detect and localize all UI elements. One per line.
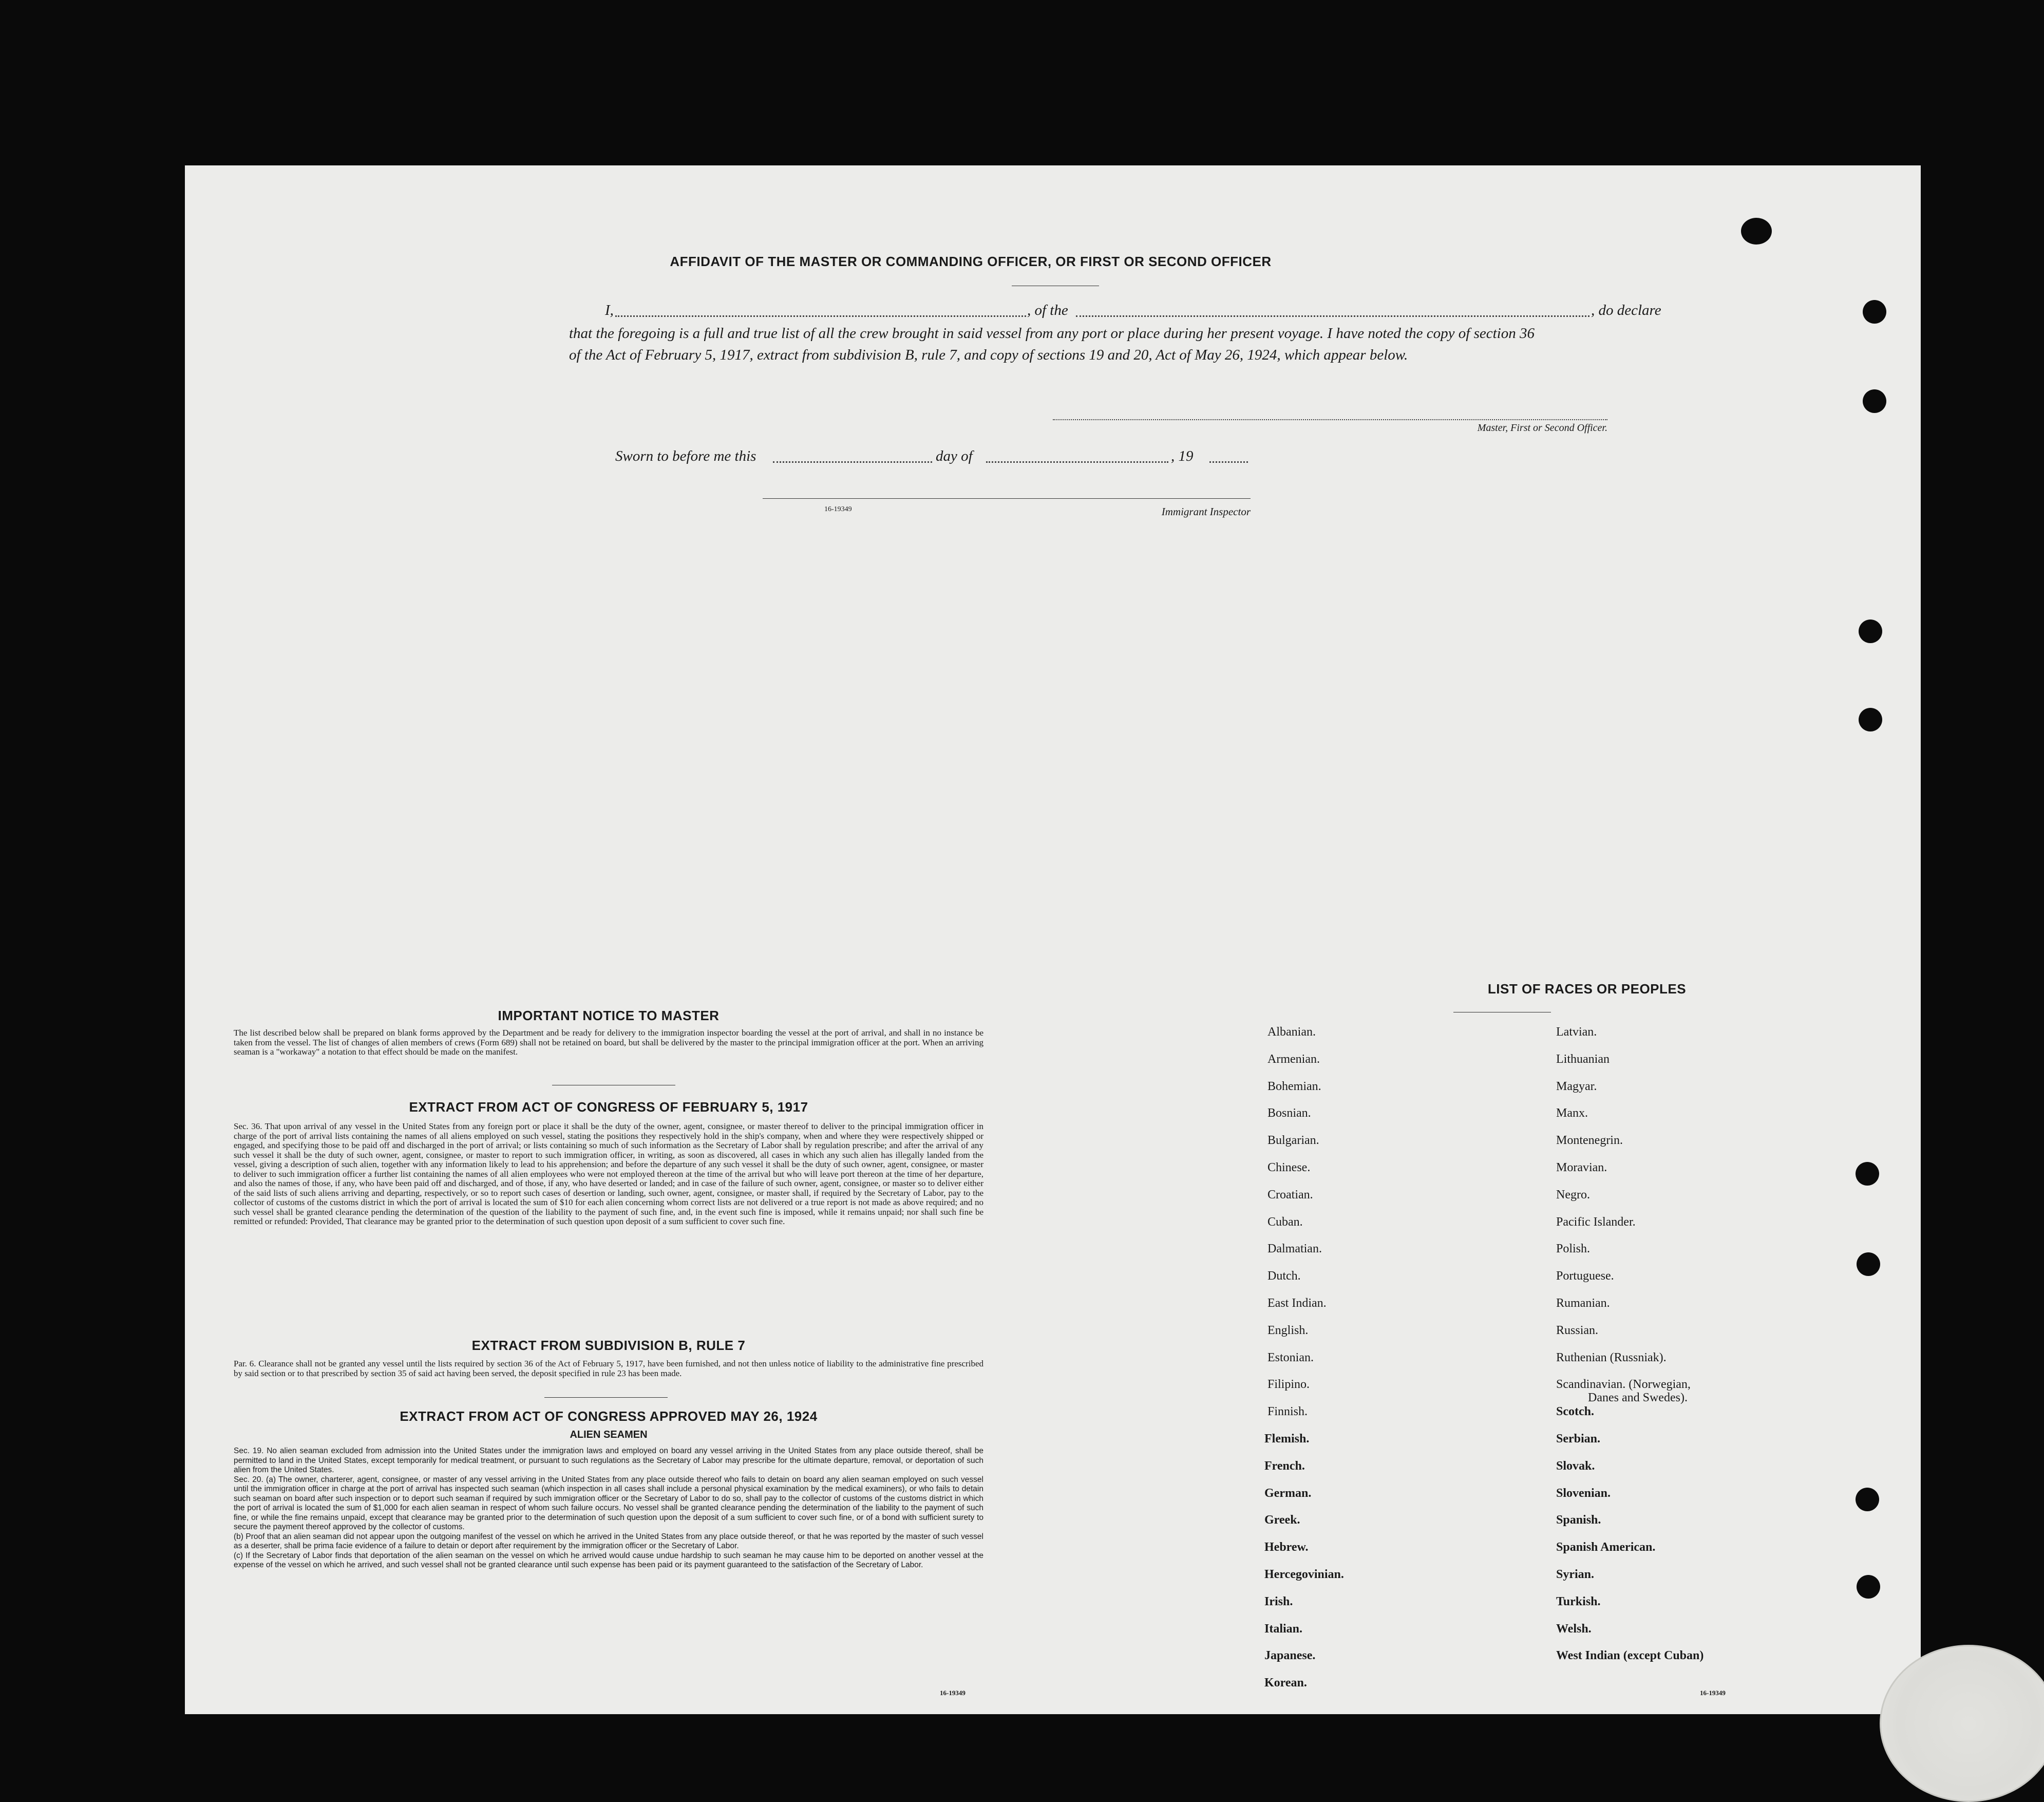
- race-item-left: Armenian.: [1267, 1052, 1320, 1066]
- race-item-right: Negro.: [1556, 1188, 1590, 1202]
- race-item-left: German.: [1264, 1486, 1312, 1500]
- race-item-left: Korean.: [1264, 1676, 1307, 1690]
- name-field-line: [615, 315, 1026, 317]
- affidavit-of-the: , of the: [1027, 302, 1068, 318]
- race-item-left: Irish.: [1264, 1594, 1293, 1608]
- race-item-left: Bohemian.: [1267, 1079, 1321, 1093]
- race-item-right: Lithuanian: [1556, 1052, 1610, 1066]
- sec20b-text: (b) Proof that an alien seaman did not appear upon the outgoing manifest of the vessel on which he arrived in the United States from any place outside thereof, or that he was reported by the master of such vessel as a deserter, shall be prima facie evidence of a failure to detain or deport after requirement by the immigration officer or the Secretary of Labor.: [234, 1532, 983, 1550]
- race-item-left: Dutch.: [1267, 1269, 1301, 1283]
- race-item-left: French.: [1264, 1459, 1305, 1473]
- signature-line: [1053, 419, 1607, 420]
- race-item-right: Ruthenian (Russniak).: [1556, 1350, 1667, 1364]
- binder-hole: [1863, 389, 1886, 413]
- race-item-left: English.: [1267, 1323, 1309, 1337]
- race-item-left: Japanese.: [1264, 1649, 1316, 1663]
- document-page: [185, 165, 1921, 1714]
- extract-1924-subtitle: ALIEN SEAMEN: [570, 1429, 648, 1440]
- sworn-prefix: Sworn to before me this: [615, 448, 756, 464]
- binder-hole: [1859, 620, 1882, 643]
- ink-blot: [1741, 218, 1772, 245]
- binder-hole: [1856, 1488, 1879, 1511]
- race-item-right: Magyar.: [1556, 1079, 1597, 1093]
- extract-1917-text: Sec. 36. That upon arrival of any vessel in the United States from any foreign port or place it shall be the duty of the owner, agent, consignee, or master thereof to deliver to the principal immigration officer in charge of the port of arrival lists containing the names of all aliens employed on such vessel, stating the positions they respectively hold in the ship's company, when and where they were respectively shipped or engaged, and specifying those to be paid off and discharged in the port of arrival; or lists containing so much of such information as the Secretary of Labor shall by regulation prescribe; and after the arrival of any such vessel it shall be the duty of such owner, agent, consignee, or master to report to such immigration officer, in writing, as soon as discovered, all cases in which any such alien has illegally landed from the vessel, giving a description of such alien, together with any information likely to lead to his apprehension; and before the departure of any such vessel it shall be the duty of such owner, agent, consignee, or master to deliver to such immigration officer a further list containing the names of all alien employees who were not employed thereon at the time of the arrival but who will leave port thereon at the time of her departure, and also the names of those, if any, who have been paid off and discharged, and of those, if any, who have deserted or landed; and in case of the failure of such owner, agent, consignee, or master so to deliver either of the said lists of such aliens arriving and departing, respectively, or so to report such cases of desertion or landing, such owner, agent, consignee, or master shall, if required by the Secretary of Labor, pay to the collector of customs of the customs district in which the port of arrival is located the sum of $10 for each alien concerning whom correct lists are not delivered or a true report is not made as above required; and no such vessel shall be granted clearance pending the determination of the question of the liability to the payment of such fine, and, in the event such fine is imposed, while it remains unpaid; nor shall such fine be remitted or refunded: Provided, That clearance may be granted prior to the determination of such question upon deposit of a sum sufficient to cover such fine.: [234, 1121, 983, 1226]
- sworn-year: , 19: [1171, 448, 1194, 464]
- race-item-left: Croatian.: [1267, 1188, 1313, 1202]
- race-item-right: Turkish.: [1556, 1594, 1601, 1608]
- race-item-left: Flemish.: [1264, 1432, 1310, 1446]
- race-item-right: Slovenian.: [1556, 1486, 1611, 1500]
- extract-rule7-text: Par. 6. Clearance shall not be granted any vessel until the lists required by section 36 of the Act of February 5, 1917, have been furnished, and not then unless notice of liability to the administrative fine prescribed by said section or to that prescribed by section 35 of said act having been served, the deposit specified in rule 23 has been made.: [234, 1359, 983, 1378]
- race-item-left: Filipino.: [1267, 1378, 1310, 1392]
- vessel-field-line: [1076, 315, 1589, 317]
- extract-1924-body: [234, 1447, 983, 1570]
- binder-hole: [1857, 1575, 1880, 1599]
- sworn-day-of: day of: [936, 448, 973, 464]
- sworn-day-line: [773, 461, 932, 463]
- race-item-right: Rumanian.: [1556, 1297, 1610, 1310]
- notice-title: IMPORTANT NOTICE TO MASTER: [498, 1008, 720, 1023]
- race-item-left: Dalmatian.: [1267, 1242, 1322, 1256]
- affidavit-title: AFFIDAVIT OF THE MASTER OR COMMANDING OFFICER, OR FIRST OR SECOND OFFICER: [670, 254, 1272, 269]
- race-item-right: Latvian.: [1556, 1025, 1597, 1039]
- affidavit-statement: that the foregoing is a full and true list of all the crew brought in said vessel from any port or place during her present voyage. I have noted the copy of section 36 of the Act of February 5, 1917, extract from subdivision B, rule 7, and copy of sections 19 and 20, Act of May 26, 1924, which appear below.: [569, 325, 1535, 363]
- embossed-seal: [1880, 1645, 2044, 1802]
- extract-1917-title: EXTRACT FROM ACT OF CONGRESS OF FEBRUARY 5, 1917: [409, 1099, 808, 1115]
- race-item-right: Syrian.: [1556, 1568, 1595, 1581]
- inspector-signature-line: [763, 498, 1251, 499]
- sworn-year-line: [1209, 461, 1248, 463]
- affidavit-i: I,: [605, 302, 614, 318]
- extract-1924-title: EXTRACT FROM ACT OF CONGRESS APPROVED MAY 26, 1924: [400, 1409, 818, 1424]
- race-item-right: Portuguese.: [1556, 1269, 1614, 1283]
- race-item-right: Russian.: [1556, 1323, 1599, 1337]
- race-item-right: Manx.: [1556, 1106, 1588, 1120]
- race-item-left: Greek.: [1264, 1513, 1300, 1527]
- race-item-left: Finnish.: [1267, 1405, 1308, 1419]
- race-item-right: Spanish American.: [1556, 1541, 1656, 1554]
- signer-label: Master, First or Second Officer.: [1477, 422, 1607, 434]
- binder-hole: [1859, 708, 1882, 731]
- race-item-right: Spanish.: [1556, 1513, 1601, 1527]
- sec20c-text: (c) If the Secretary of Labor finds that deportation of the alien seaman on the vessel on which he arrived would cause undue hardship to such seaman he may cause him to be deported on another vessel at the expense of the vessel on which he arrived, and such vessel shall not be granted clearance until such expense has been paid or its payment guaranteed to the satisfaction of the Secretary of Labor.: [234, 1551, 983, 1569]
- race-item-right: Moravian.: [1556, 1161, 1607, 1174]
- races-title: LIST OF RACES OR PEOPLES: [1487, 981, 1687, 997]
- race-item-right: Scandinavian. (Norwegian,: [1556, 1378, 1691, 1392]
- rule7-divider: [544, 1397, 668, 1398]
- races-form-number: 16-19349: [1700, 1689, 1726, 1697]
- sec19-text: Sec. 19. No alien seaman excluded from admission into the United States under the immigration laws and employed on board any vessel arriving in the United States from any place outside thereof, shall be permitted to land in the United States, except temporarily for medical treatment, or pursuant to such regulations as the Secretary of Labor may prescribe for the ultimate departure, removal, or deportation of such alien from the United States.: [234, 1447, 983, 1474]
- race-item-left: East Indian.: [1267, 1297, 1327, 1310]
- race-item-left: Chinese.: [1267, 1161, 1311, 1174]
- sworn-month-line: [986, 461, 1168, 463]
- binder-hole: [1863, 300, 1886, 324]
- inspector-label: Immigrant Inspector: [1161, 505, 1251, 518]
- race-item-left: Bulgarian.: [1267, 1134, 1319, 1148]
- binder-hole: [1857, 1252, 1880, 1276]
- race-item-left: Estonian.: [1267, 1350, 1314, 1364]
- race-item-left: Hebrew.: [1264, 1541, 1309, 1554]
- sec20a-text: Sec. 20. (a) The owner, charterer, agent, consignee, or master of any vessel arriving in the United States from any place outside thereof who fails to detain on board any alien seaman employed on such vessel until the immigration officer in charge at the port of arrival has inspected such seaman (which inspection in all cases shall include a personal physical examination by the medical examiners), or who fails to detain such seaman on board after such inspection or to deport such seaman if required by such immigration officer or the Secretary of Labor to do so, shall pay to the collector of customs of the customs district in which the port of arrival is located the sum of $1,000 for each alien seaman in respect of whom such failure occurs. No vessel shall be granted clearance pending the determination of the liability to the payment of such fine, or while the fine remains unpaid, except that clearance may be granted prior to the determination of such question upon the deposit of a sum sufficient to cover such fine, or of a bond with sufficient surety to secure the payment thereof approved by the collector of customs.: [234, 1475, 983, 1531]
- affidavit-form-number: 16-19349: [824, 505, 852, 513]
- race-item-left: Albanian.: [1267, 1025, 1316, 1039]
- race-item-left: Bosnian.: [1267, 1106, 1311, 1120]
- race-item-right: Montenegrin.: [1556, 1134, 1623, 1148]
- affidavit-declare: , do declare: [1591, 302, 1661, 318]
- race-item-right: Danes and Swedes).: [1588, 1391, 1688, 1405]
- race-item-right: Serbian.: [1556, 1432, 1601, 1446]
- race-item-right: Welsh.: [1556, 1622, 1592, 1636]
- race-item-right: West Indian (except Cuban): [1556, 1649, 1704, 1663]
- race-item-right: Scotch.: [1556, 1405, 1594, 1419]
- race-item-right: Pacific Islander.: [1556, 1215, 1636, 1229]
- race-item-left: Italian.: [1264, 1622, 1303, 1636]
- race-item-left: Hercegovinian.: [1264, 1568, 1344, 1581]
- binder-hole: [1856, 1162, 1879, 1186]
- extract-rule7-title: EXTRACT FROM SUBDIVISION B, RULE 7: [471, 1338, 746, 1353]
- race-item-left: Cuban.: [1267, 1215, 1303, 1229]
- race-item-right: Polish.: [1556, 1242, 1591, 1256]
- notice-text: The list described below shall be prepared on blank forms approved by the Department and be ready for delivery to the immigration inspector boarding the vessel at the port of arrival, and shall in no instance be taken from the vessel. The list of changes of alien members of crews (Form 689) shall not be retained on board, but shall be delivered by the master to the principal immigration officer at the port. When an arriving seaman is a "workaway" a notation to that effect should be made on the manifest.: [234, 1028, 983, 1057]
- race-item-right: Slovak.: [1556, 1459, 1595, 1473]
- extract-form-number: 16-19349: [940, 1689, 966, 1697]
